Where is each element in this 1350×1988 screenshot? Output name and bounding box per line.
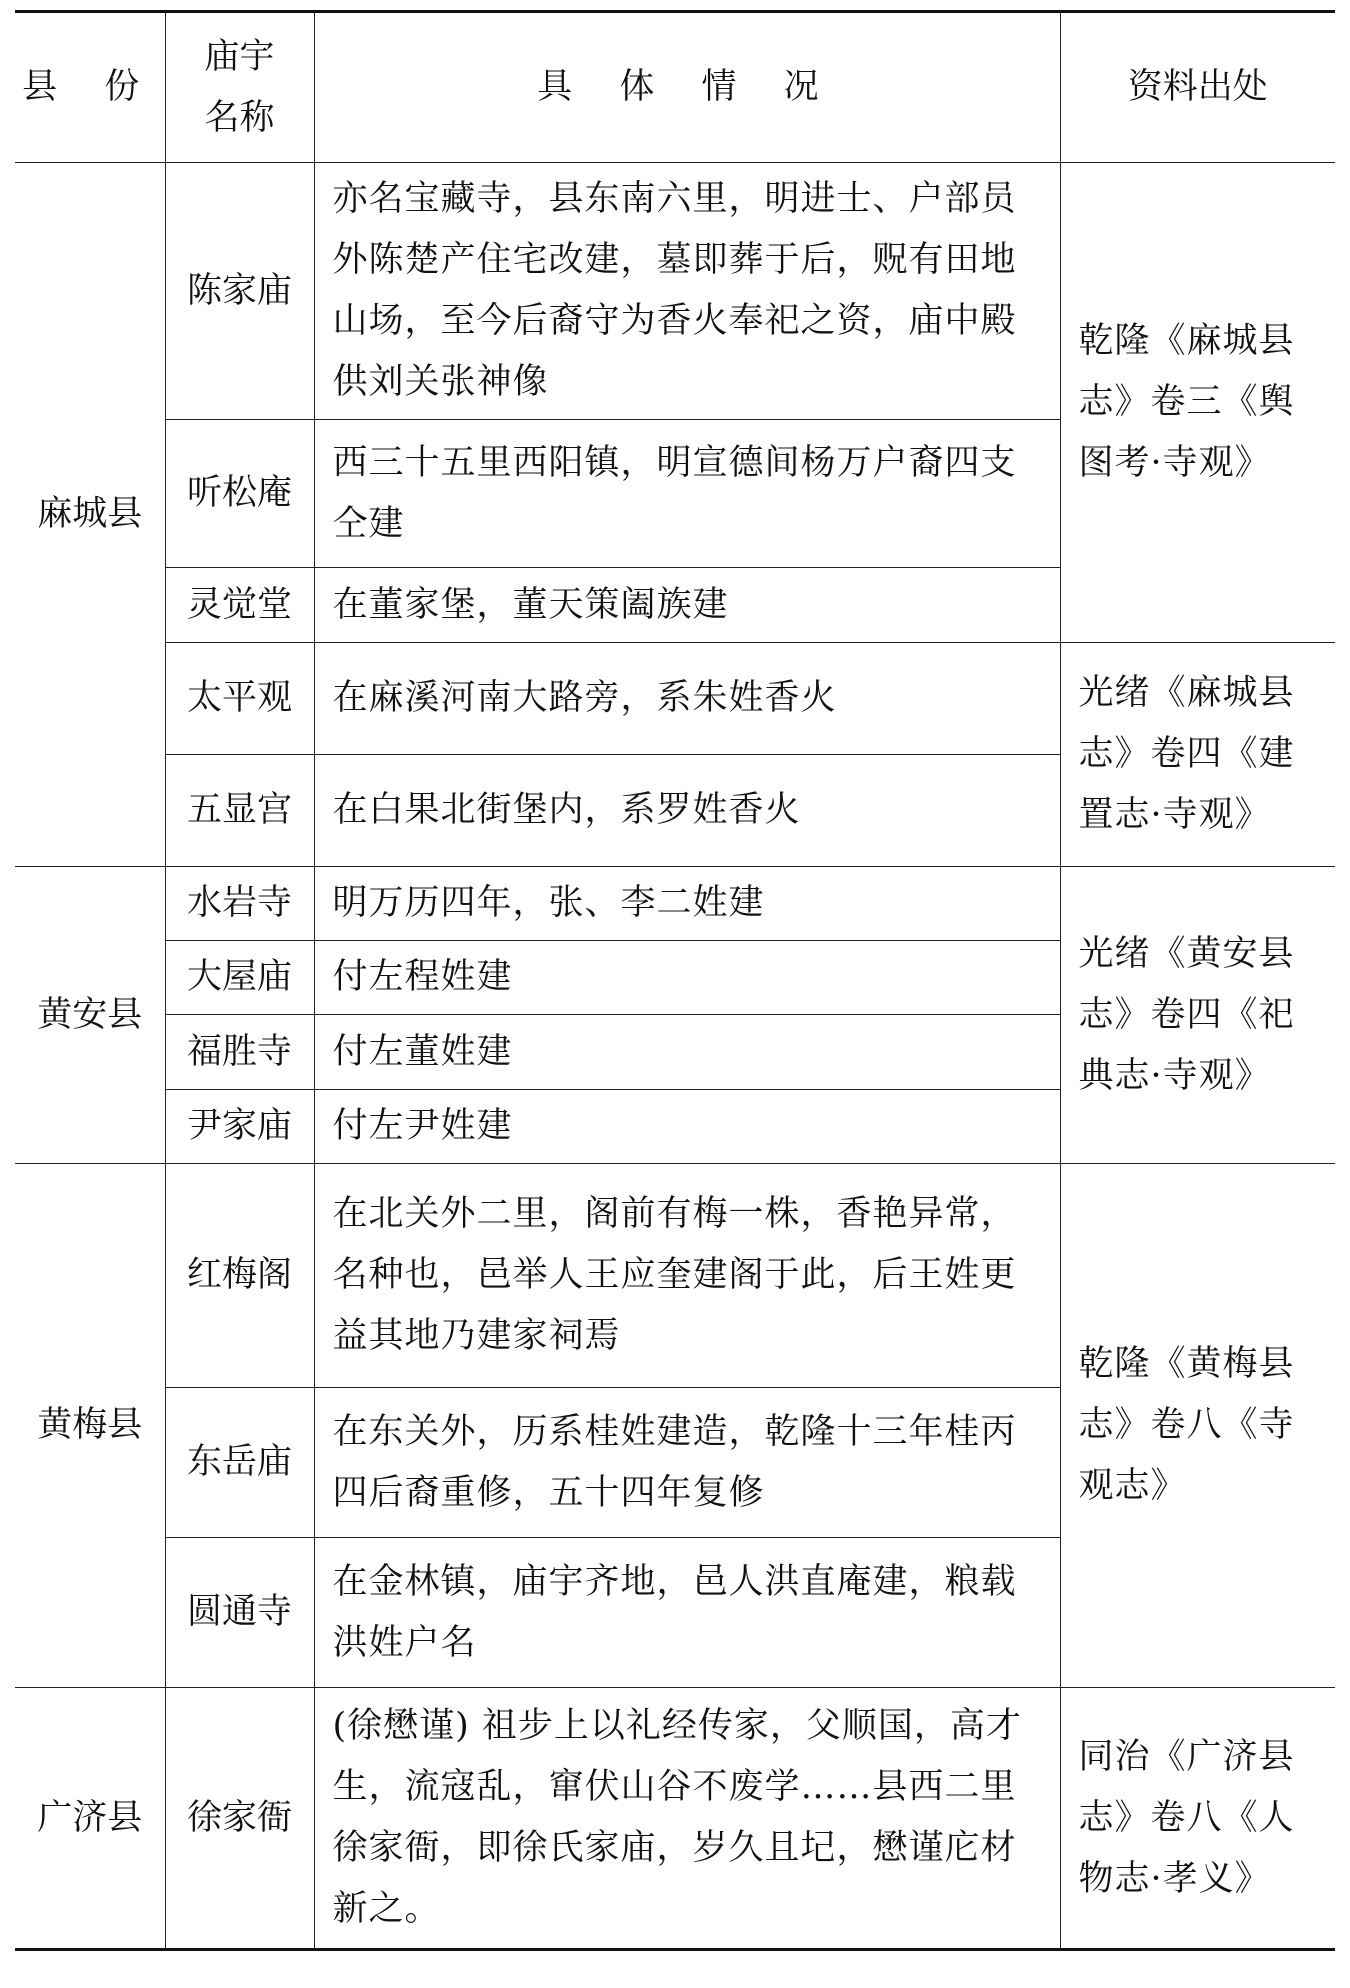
temple-name: 五显宫 — [165, 755, 314, 867]
temple-name: 圆通寺 — [165, 1538, 314, 1688]
temple-detail: 亦名宝藏寺，县东南六里，明进士、户部员外陈楚产住宅改建，墓即葬于后，贶有田地山场，至今后裔守为香火奉祀之资，庙中殿供刘关张神像 — [314, 163, 1060, 420]
temple-detail: 在金林镇，庙宇齐地，邑人洪直庵建，粮载洪姓户名 — [314, 1538, 1060, 1688]
header-county: 县 份 — [15, 12, 165, 163]
temple-name: 东岳庙 — [165, 1388, 314, 1538]
temple-name: 尹家庙 — [165, 1090, 314, 1164]
source-cell: 光绪《黄安县志》卷四《祀典志·寺观》 — [1060, 867, 1335, 1164]
header-source: 资料出处 — [1060, 12, 1335, 163]
temple-name: 陈家庙 — [165, 163, 314, 420]
temple-name: 大屋庙 — [165, 941, 314, 1015]
header-temple-name-line1: 庙宇 — [204, 36, 275, 77]
temple-detail: 在董家堡，董天策阖族建 — [314, 568, 1060, 643]
temple-detail: 在北关外二里，阁前有梅一株，香艳异常，名种也，邑举人王应奎建阁于此，后王姓更益其地乃建家祠焉 — [314, 1164, 1060, 1388]
temple-detail: (徐懋谨) 祖步上以礼经传家，父顺国，高才生，流寇乱，窜伏山谷不废学……县西二里徐家衙，即徐氏家庙，岁久且圮，懋谨庀材新之。 — [314, 1688, 1060, 1950]
source-cell: 光绪《麻城县志》卷四《建置志·寺观》 — [1060, 643, 1335, 867]
source-cell: 乾隆《黄梅县志》卷八《寺观志》 — [1060, 1164, 1335, 1688]
table-row — [15, 643, 1335, 755]
county-cell: 黄安县 — [15, 867, 165, 1164]
source-cell: 同治《广济县志》卷八《人物志·孝义》 — [1060, 1688, 1335, 1950]
temple-detail: 在白果北街堡内，系罗姓香火 — [314, 755, 1060, 867]
temple-detail: 在东关外，历系桂姓建造，乾隆十三年桂丙四后裔重修，五十四年复修 — [314, 1388, 1060, 1538]
county-cell: 黄梅县 — [15, 1164, 165, 1688]
table-row — [15, 1688, 1335, 1950]
temple-name: 红梅阁 — [165, 1164, 314, 1388]
table-row — [15, 163, 1335, 420]
header-temple-name — [165, 12, 314, 163]
temple-detail: 付左尹姓建 — [314, 1090, 1060, 1164]
temple-detail: 付左程姓建 — [314, 941, 1060, 1015]
temple-name: 徐家衙 — [165, 1688, 314, 1950]
table-body — [15, 163, 1335, 1950]
temple-detail: 付左董姓建 — [314, 1015, 1060, 1090]
temple-name: 太平观 — [165, 643, 314, 755]
table-row — [15, 867, 1335, 941]
temple-name: 福胜寺 — [165, 1015, 314, 1090]
source-cell: 乾隆《麻城县志》卷三《舆图考·寺观》 — [1060, 163, 1335, 643]
county-cell: 广济县 — [15, 1688, 165, 1950]
header-detail: 具 体 情 况 — [314, 12, 1060, 163]
table-header — [15, 12, 1335, 163]
page — [15, 10, 1335, 1951]
temple-name: 水岩寺 — [165, 867, 314, 941]
table-row — [15, 1164, 1335, 1388]
temple-detail: 明万历四年，张、李二姓建 — [314, 867, 1060, 941]
header-temple-name-line2: 名称 — [204, 97, 275, 138]
temple-detail: 在麻溪河南大路旁，系朱姓香火 — [314, 643, 1060, 755]
temple-table — [15, 10, 1335, 1951]
temple-name: 灵觉堂 — [165, 568, 314, 643]
temple-name: 听松庵 — [165, 420, 314, 568]
county-cell: 麻城县 — [15, 163, 165, 867]
temple-detail: 西三十五里西阳镇，明宣德间杨万户裔四支仝建 — [314, 420, 1060, 568]
